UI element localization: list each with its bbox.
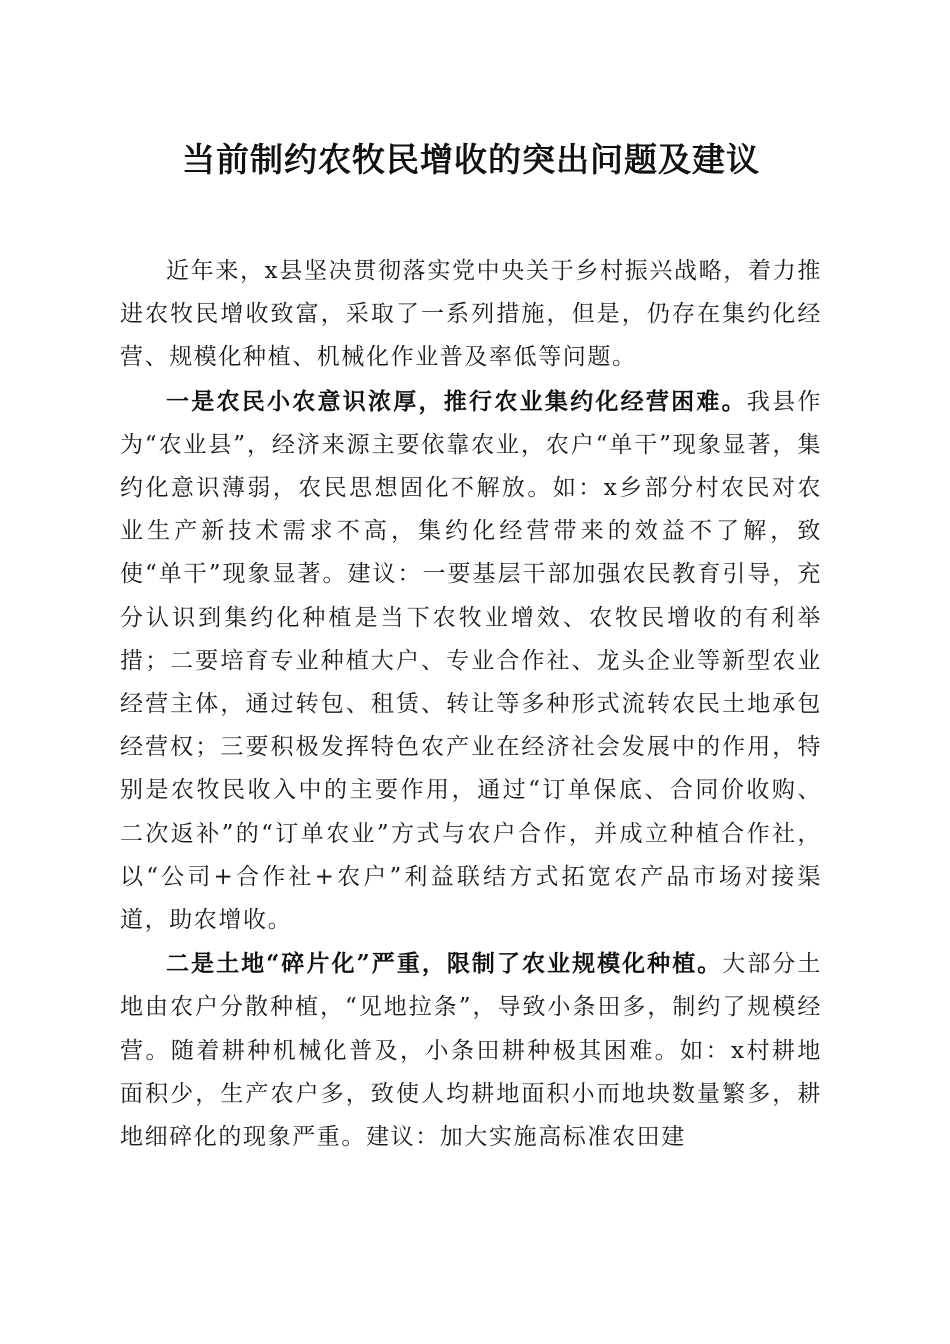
paragraph-issue-2-heading: 二是土地“碎片化”严重，限制了农业规模化种植。 bbox=[166, 950, 723, 978]
paragraph-intro bbox=[120, 250, 822, 380]
paragraph-issue-2 bbox=[120, 942, 822, 1159]
paragraph-issue-1-heading: 一是农民小农意识浓厚，推行农业集约化经营困难。 bbox=[166, 387, 747, 415]
paragraph-issue-2-text: 大部分土地由农户分散种植，“见地拉条”，导致小条田多，制约了规模经营。随着耕种机械化普及，小条田耕种极其困难。如：x村耕地面积少，生产农户多，致使人均耕地面积小而地块数量繁多，耕地细碎化的现象严重。建议：加大实施高标准农田建 bbox=[120, 951, 822, 1151]
document-page bbox=[120, 130, 822, 1159]
document-title: 当前制约农牧民增收的突出问题及建议 bbox=[182, 140, 760, 179]
paragraph-issue-1 bbox=[120, 380, 822, 943]
paragraph-intro-text: 近年来，x县坚决贯彻落实党中央关于乡村振兴战略，着力推进农牧民增收致富，采取了一系列措施，但是，仍存在集约化经营、规模化种植、机械化作业普及率低等问题。 bbox=[120, 258, 822, 371]
paragraph-issue-1-text: 我县作为“农业县”，经济来源主要依靠农业，农户“单干”现象显著，集约化意识薄弱，农民思想固化不解放。如：x乡部分村农民对农业生产新技术需求不高，集约化经营带来的效益不了解，致使“单干”现象显著。建议：一要基层干部加强农民教育引导，充分认识到集约化种植是当下农牧业增效、农牧民增收的有利举措；二要培育专业种植大户、专业合作社、龙头企业等新型农业经营主体，通过转包、租赁、转让等多种形式流转农民土地承包经营权；三要积极发挥特色农产业在经济社会发展中的作用，特别是农牧民收入中的主要作用，通过“订单保底、合同价收购、二次返补”的“订单农业”方式与农户合作，并成立种植合作社，以“公司+合作社+农户”利益联结方式拓宽农产品市场对接渠道，助农增收。 bbox=[120, 388, 822, 934]
document-body bbox=[120, 250, 822, 1159]
